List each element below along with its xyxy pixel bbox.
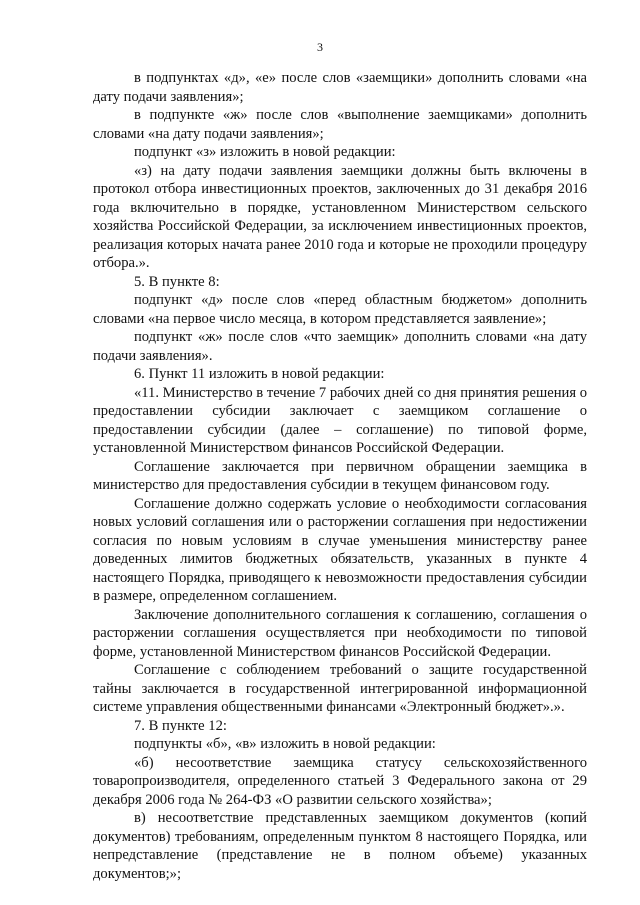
paragraph-3: подпункт «з» изложить в новой редакции: (134, 144, 396, 160)
paragraph-6: подпункт «д» после слов «перед областным бюджетом» дополнить словами «на первое число месяца, в котором представляется заявление»; (93, 292, 587, 327)
page-number: 3 (317, 40, 323, 54)
paragraph-16: «б) несоответствие заемщика статусу сельскохозяйственного товаропроизводителя, определенного статьей 3 Федерального закона от 29 декабря 2006 года № 264-ФЗ «О развитии сельского хозяйства»; (93, 754, 587, 808)
paragraph-9: «11. Министерство в течение 7 рабочих дней со дня принятия решения о предоставлении субсидии заключает с заемщиком соглашение о предоставлении субсидии (далее – соглашение) по типовой форме, установленной Министерством финансов Российской Федерации. (93, 384, 587, 456)
paragraph-11: Соглашение должно содержать условие о необходимости согласования новых условий соглашения или о расторжении соглашения при недостижении согласия по новым условиям в случае уменьшения министерству ранее доведенных лимитов бюджетных обязательств, указанных в пункте 4 настоящего Порядка, приводящего к невозможности предоставления субсидии в размере, определенном соглашением. (93, 495, 587, 604)
paragraph-12: Заключение дополнительного соглашения к соглашению, соглашения о расторжении соглашения осуществляется при необходимости по типовой форме, установленной Министерством финансов Российской Федерации. (93, 606, 587, 660)
paragraph-13: Соглашение с соблюдением требований о защите государственной тайны заключается в государственной интегрированной информационной системе управления общественными финансами «Электронный бюджет».». (93, 662, 587, 715)
paragraph-1: в подпунктах «д», «е» после слов «заемщики» дополнить словами «на дату подачи заявления»; (93, 70, 587, 105)
paragraph-4: «з) на дату подачи заявления заемщики должны быть включены в протокол отбора инвестиционных проектов, заключенных до 31 декабря 2016 года включительно в порядке, установленном Министерством сельского хозяйства Российской Федерации, за исключением инвестиционных проектов, реализация которых начата ранее 2010 года и которые не проходили процедуру отбора.». (93, 162, 587, 271)
document-body (93, 69, 587, 883)
paragraph-14: 7. В пункте 12: (134, 717, 227, 734)
paragraph-7: подпункт «ж» после слов «что заемщик» дополнить словами «на дату подачи заявления». (93, 329, 587, 364)
paragraph-5: 5. В пункте 8: (134, 273, 220, 290)
paragraph-8: 6. Пункт 11 изложить в новой редакции: (134, 366, 385, 382)
paragraph-10: Соглашение заключается при первичном обращении заемщика в министерство для предоставления субсидии в текущем финансовом году. (93, 458, 587, 493)
paragraph-2: в подпункте «ж» после слов «выполнение заемщиками» дополнить словами «на дату подачи заявления»; (93, 107, 587, 142)
paragraph-17: в) несоответствие представленных заемщиком документов (копий документов) требованиям, определенным пунктом 8 настоящего Порядка, или непредставление (представление не в полном объеме) указанных документов;»; (93, 810, 587, 882)
paragraph-15: подпункты «б», «в» изложить в новой редакции: (134, 736, 436, 752)
